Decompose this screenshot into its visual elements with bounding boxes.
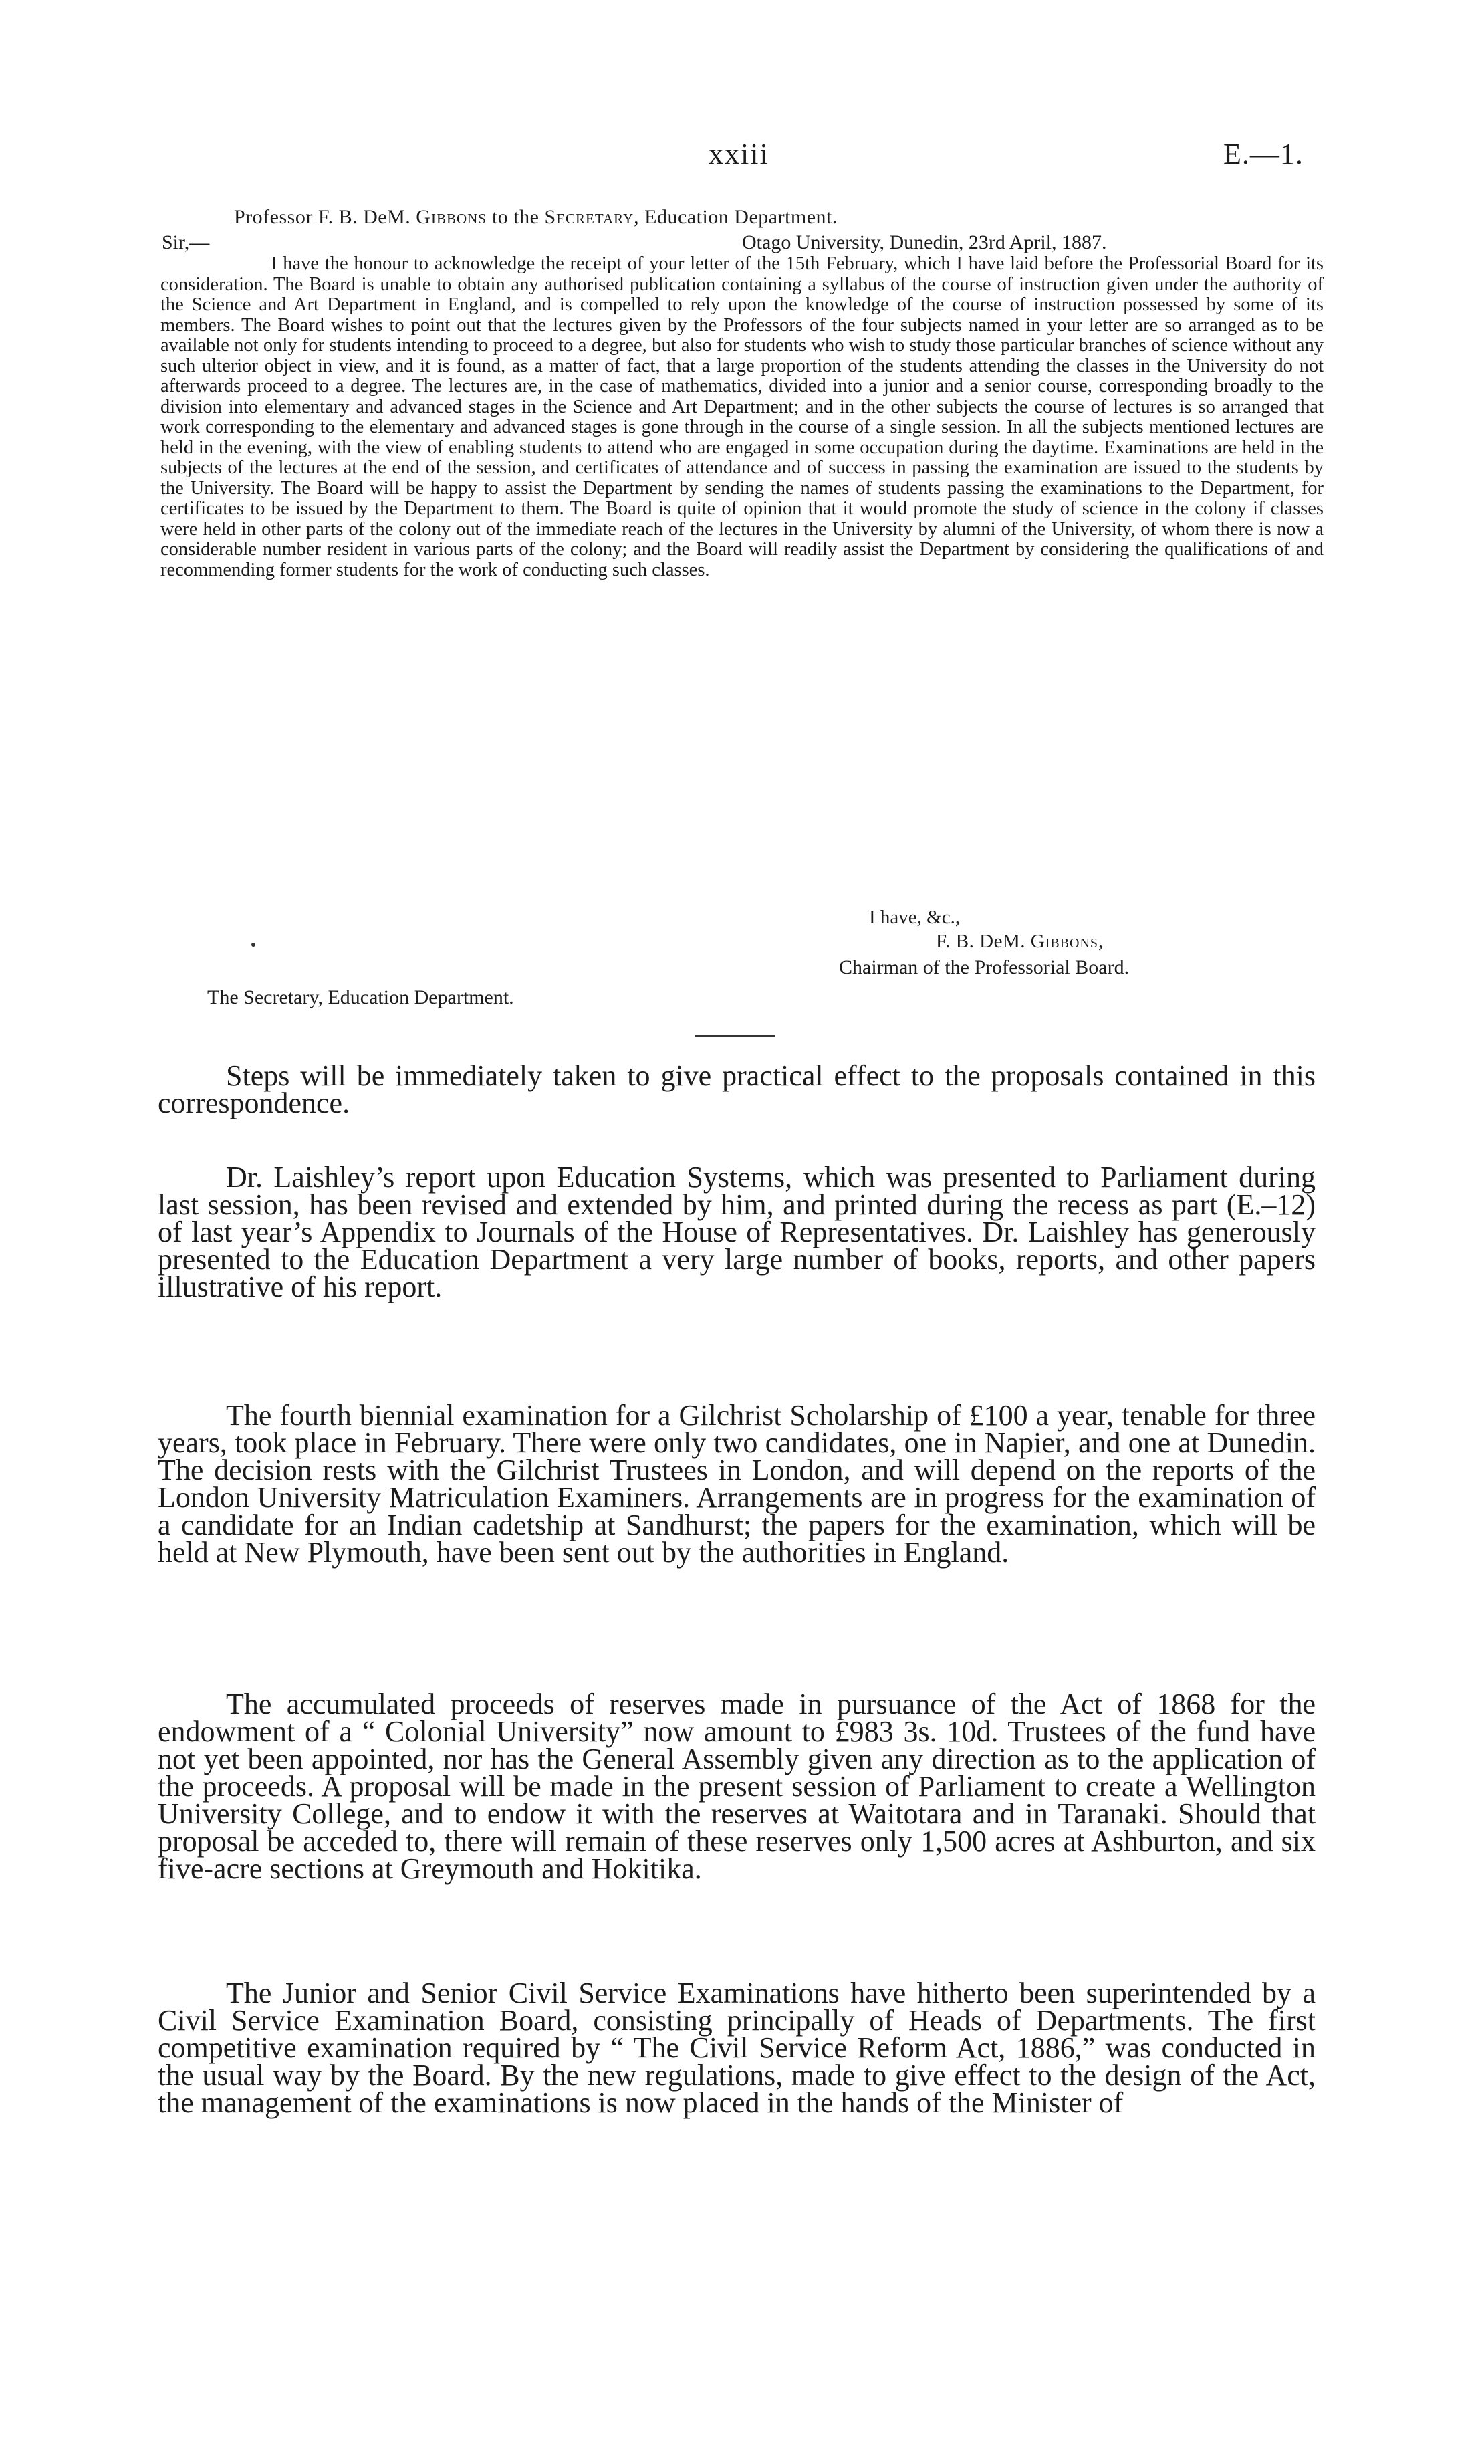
letter-heading-suffix: , Education Department.	[634, 206, 838, 228]
paragraph-university-reserves: The accumulated proceeds of reserves made in pursuance of the Act of 1868 for the endowment of a “ Colonial University” now amount to £983 3s. 10d. Trustees of the fund have not yet been appointed, nor has the General Assembly given any direction as to the application of the proceeds. A proposal will be made in the present session of Parliament to create a Wellington University College, and to endow it with the reserves at Waitotara and in Taranaki. Should that proposal be acceded to, there will remain of these reserves only 1,500 acres at Ashburton, and six five-acre sections at Greymouth and Hokitika.	[158, 1688, 1316, 1885]
letter-body: I have the honour to acknowledge the receipt of your letter of the 15th February, which I have laid before the Professorial Board for its consideration. The Board is unable to obtain any authorised publication containing a syllabus of the course of instruction given under the authority of the Science and Art Department in England, and is compelled to rely upon the knowledge of the course of instruction possessed by some of its members. The Board wishes to point out that the lectures given by the Professors of the four subjects named in your letter are so arranged as to be available not only for students intending to proceed to a degree, but also for students who wish to study those particular branches of science without any such ulterior object in view, and it is found, as a matter of fact, that a large proportion of the students attending the classes in the University do not afterwards proceed to a degree. The lectures are, in the case of mathematics, divided into a junior and a senior course, corresponding broadly to the division into elementary and advanced stages in the Science and Art Department; and in the other subjects the course of lectures is so arranged that work corresponding to the elementary and advanced stages is gone through in the course of a single session. In all the subjects mentioned lectures are held in the evening, with the view of enabling students to attend who are engaged in some occupation during the daytime. Examinations are held in the subjects of the lectures at the end of the session, and certificates of attendance and of success in passing the examination are issued to the students by the University. The Board will be happy to assist the Department by sending the names of students passing the examinations to the Department, for certificates to be issued by the Department to them. The Board is quite of opinion that it would promote the study of science in the colony if classes were held in other parts of the colony out of the immediate reach of the lectures in the University by alumni of the University, of whom there is now a considerable number resident in various parts of the colony; and the Board will readily assist the Department by considering the qualifications of and recommending former students for the work of conducting such classes.	[160, 253, 1324, 580]
signature-suffix: ,	[1098, 931, 1104, 952]
letter-addressee: The Secretary, Education Department.	[207, 986, 514, 1008]
letter-heading-recipient: Secretary	[544, 206, 634, 228]
document-reference: E.—1.	[1223, 138, 1304, 171]
paragraph-practical-effect: Steps will be immediately taken to give practical effect to the proposals contained in this correspondence.	[158, 1059, 1316, 1119]
page-number: xxiii	[709, 138, 769, 171]
letter-heading-prefix: Professor F. B. DeM.	[234, 206, 416, 228]
letter-closing: I have, &c.,	[869, 907, 961, 928]
signature-prefix: F. B. DeM.	[936, 931, 1031, 952]
letter-heading-middle: to the	[486, 206, 545, 228]
paragraph-laishley-report: Dr. Laishley’s report upon Education Systems, which was presented to Parliament during last session, has been revised and extended by him, and printed during the recess as part (E.–12) of last year’s Appendix to Journals of the House of Representatives. Dr. Laishley has generously presented to the Education Department a very large number of books, reports, and other papers illustrative of his report.	[158, 1161, 1316, 1303]
paragraph-civil-service: The Junior and Senior Civil Service Examinations have hitherto been superintended by a Civil Service Examination Board, consisting principally of Heads of Departments. The first competitive examination required by “ The Civil Service Reform Act, 1886,” was conducted in the usual way by the Board. By the new regulations, made to give effect to the design of the Act, the management of the examinations is now placed in the hands of the Minister of	[158, 1977, 1316, 2119]
section-divider	[695, 1035, 775, 1037]
letter-signature	[936, 931, 1104, 953]
letter-heading-name: Gibbons	[416, 206, 487, 228]
letter-heading	[234, 207, 1397, 228]
letter-sender-address: Otago University, Dunedin, 23rd April, 1887.	[742, 231, 1107, 253]
letter-signature-title: Chairman of the Professorial Board.	[839, 956, 1130, 978]
letter-salutation: Sir,—	[162, 231, 210, 253]
paragraph-gilchrist-scholarship: The fourth biennial examination for a Gilchrist Scholarship of £100 a year, tenable for three years, took place in February. There were only two candidates, one in Napier, and one at Dunedin. The decision rests with the Gilchrist Trustees in London, and will depend on the reports of the London University Matriculation Examiners. Arrangements are in progress for the examination of a candidate for an Indian cadetship at Sandhurst; the papers for the examination, which will be held at New Plymouth, have been sent out by the authorities in England.	[158, 1399, 1316, 1569]
signature-name: Gibbons	[1030, 931, 1099, 952]
ink-speck	[251, 943, 255, 947]
